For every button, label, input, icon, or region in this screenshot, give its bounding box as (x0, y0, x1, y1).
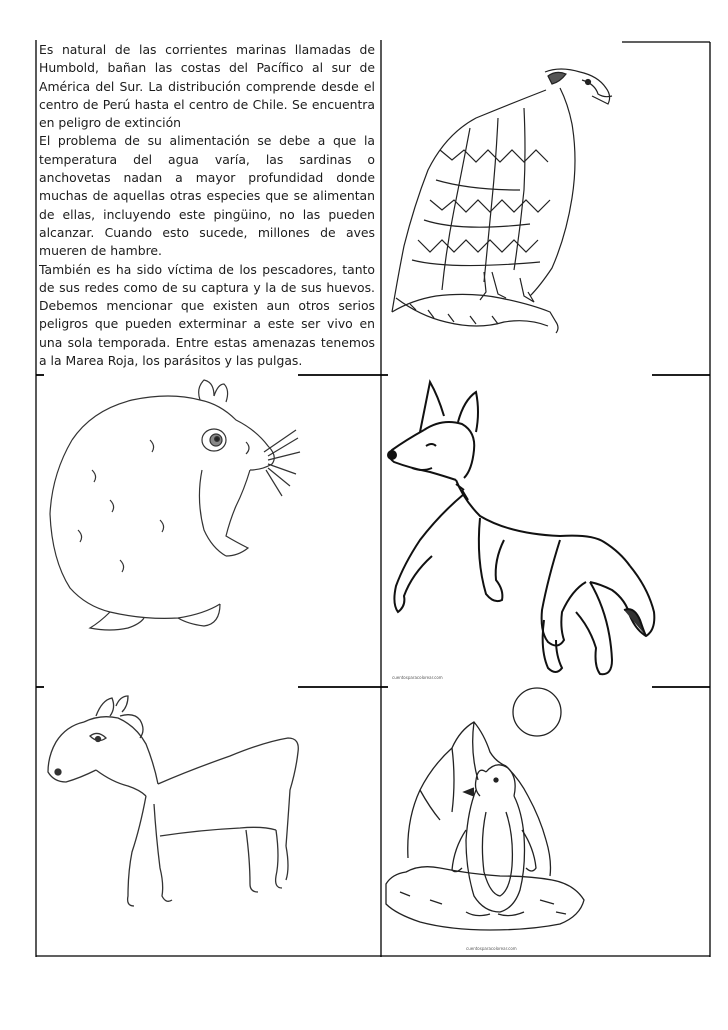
condor-illustration (392, 69, 612, 333)
fox-illustration (388, 382, 654, 674)
rodent-illustration (50, 380, 300, 630)
deer-illustration (48, 696, 298, 906)
paragraph-threats: También es ha sido víctima de los pescadores, tanto de sus redes como de su captura y la de sus huevos. Debemos mencionar que existen aun otros serios peligros que pueden exterminar a este ser vivo en una sola temporada. Entre estas amenazas tenemos a la Marea Roja, los parásitos y las pulgas. (39, 261, 375, 369)
penguin-description (39, 41, 375, 370)
penguin-illustration (386, 688, 584, 930)
fox-credit: cuentosparacolorear.com (392, 675, 443, 680)
paragraph-distribution: Es natural de las corrientes marinas llamadas de Humbold, bañan las costas del Pacífico al sur de América del Sur. La distribución comprende desde el centro de Perú hasta el centro de Chile. Se encuentra en peligro de extinción (39, 42, 375, 131)
penguin-credit: cuentosparacolorear.com (466, 946, 517, 951)
paragraph-food-problem: El problema de su alimentación se debe a que la temperatura del agua varía, las sardinas o anchovetas nadan a mayor profundidad donde muchas de aquellas otras especies que se alimentan de ellas, incluyendo este pingüino, no las pueden alcanzar. Cuando esto sucede, millones de aves mueren de hambre. (39, 133, 375, 259)
